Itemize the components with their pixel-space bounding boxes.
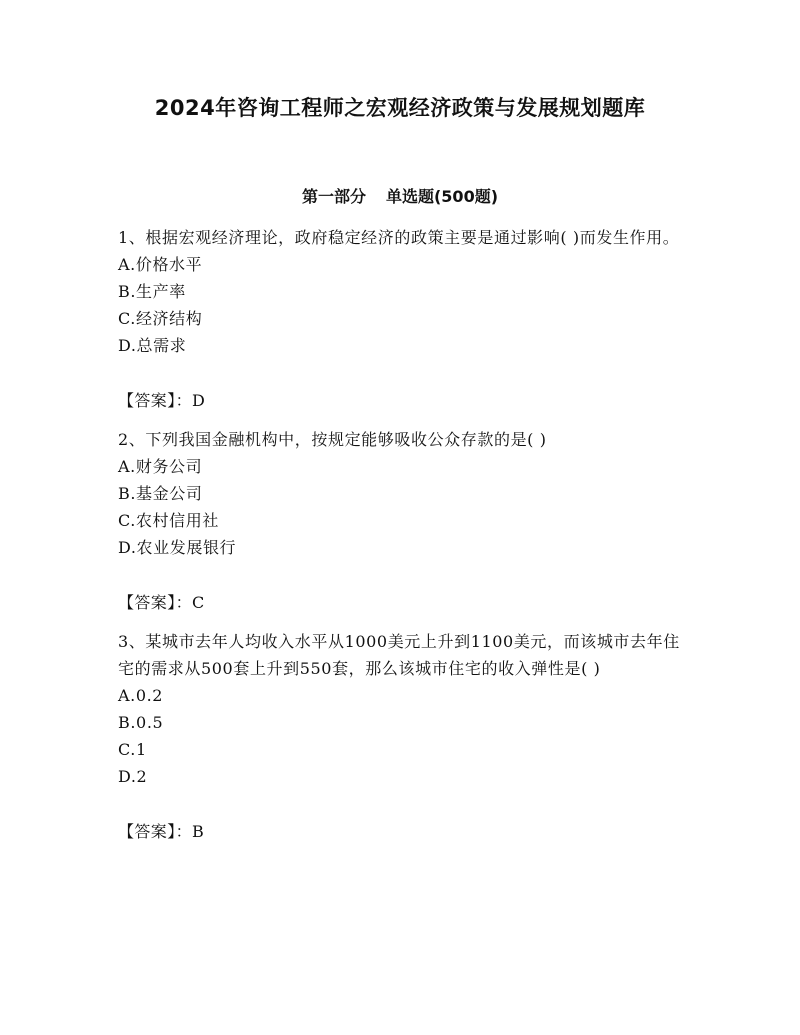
answer-label: 【答案】：C	[118, 593, 205, 612]
option-d: D.农业发展银行	[118, 538, 237, 557]
option-a: A.0.2	[118, 686, 164, 705]
option-b: B.基金公司	[118, 484, 203, 503]
option-a: A.价格水平	[118, 255, 203, 274]
option-b: B.0.5	[118, 713, 164, 732]
option-d: D.总需求	[118, 336, 187, 355]
option-c: C.1	[118, 740, 147, 759]
option-a: A.财务公司	[118, 457, 203, 476]
question-2	[118, 426, 688, 616]
option-b: B.生产率	[118, 282, 186, 301]
answer-label: 【答案】：D	[118, 391, 206, 410]
question-3	[118, 628, 688, 845]
question-list	[118, 224, 688, 857]
section-heading	[0, 184, 800, 207]
answer-label: 【答案】：B	[118, 822, 205, 841]
question-1	[118, 224, 688, 414]
document-title: 2024年咨询工程师之宏观经济政策与发展规划题库	[154, 96, 646, 120]
section-title: 第一部分	[301, 187, 366, 206]
section-subtitle: 单选题(500题)	[385, 187, 499, 206]
option-c: C.经济结构	[118, 309, 203, 328]
question-stem: 2、下列我国金融机构中，按规定能够吸收公众存款的是( )	[118, 430, 547, 449]
question-stem: 3、某城市去年人均收入水平从1000美元上升到1100美元，而该城市去年住宅的需求从500套上升到550套，那么该城市住宅的收入弹性是( )	[118, 632, 680, 678]
option-d: D.2	[118, 767, 148, 786]
option-c: C.农村信用社	[118, 511, 219, 530]
question-stem: 1、根据宏观经济理论，政府稳定经济的政策主要是通过影响( )而发生作用。	[118, 228, 680, 247]
